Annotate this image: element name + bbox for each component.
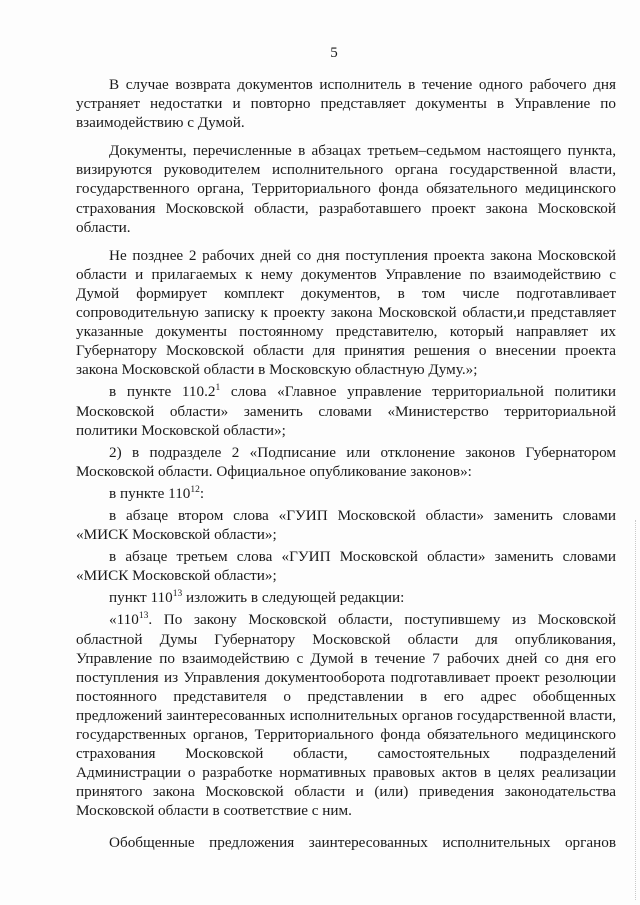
superscript: 13 [172,589,183,600]
paragraph-point-110-13 [76,588,616,607]
page-number: 5 [330,45,338,61]
paragraph-document-endorsement: Документы, перечисленные в абзацах третьем–седьмом настоящего пункта, визируются руководителем исполнительного органа государственной власти, государственного органа, Территориального фонда обязательного медицинского страхования Московской области, разработавшего проект закона Московской области. [76,142,616,236]
scan-edge-mark [634,520,636,900]
paragraph-new-110-13-text [76,610,616,820]
superscript: 12 [190,484,200,495]
text-segment: : [199,484,205,502]
document-body [76,75,616,856]
text-segment: в пункте 110 [109,484,191,502]
text-segment: изложить в следующей редакции: [182,589,405,607]
paragraph-return-documents: В случае возврата документов исполнитель в течение одного рабочего дня устраняет недостатки и повторно представляет документы в Управление по взаимодействию с Думой. [76,76,616,132]
paragraph-third-abzac: в абзаце третьем слова «ГУИП Московской области» заменить словами «МИСК Московской области»; [76,548,616,585]
paragraph-subsection-2: 2) в подразделе 2 «Подписание или отклонение законов Губернатором Московской области. Официальное опубликование законов»: [76,443,616,480]
paragraph-submission-deadline: Не позднее 2 рабочих дней со дня поступления проекта закона Московской области и прилагаемых к нему документов Управление по взаимодействию с Думой формирует комплект документов, в том числе подготавливает сопроводительную записку к проекту закона Московской области,и представляет указанные документы постоянному представителю, который направляет их Губернатору Московской области для принятия решения о внесении проекта закона Московской области в Московскую областную Думу.»; [76,246,616,379]
text-segment: «110 [109,611,139,629]
text-segment: в пункте 110.2 [109,383,216,401]
paragraph-generalized-proposals: Обобщенные предложения заинтересованных исполнительных органов [109,834,616,852]
superscript: 1 [215,383,221,394]
paragraph-second-abzac: в абзаце втором слова «ГУИП Московской области» заменить словами «МИСК Московской области»; [76,506,616,544]
text-segment: пункт 110 [109,589,173,607]
text-segment: . По закону Московской области, поступившему из Московской областной Думы Губернатору Московской области для опубликования, Управление по взаимодействию с Думой в течение 7 рабочих дней со дня его поступления из Управления документооборота подготавливает проект резолюции постоянного представителя о представлении в его адрес обобщенных предложений заинтересованных исполнительных органов государственной власти, государственных органов, Территориального фонда обязательного медицинского страхования Московской области, самостоятельных подразделений Администрации о разработке нормативных правовых актов в целях реализации принятого закона Московской области и (или) приведения законодательства Московской области в соответствие с ним. [76,611,616,820]
paragraph-point-110-12 [76,484,616,503]
text-segment: слова «Главное управление территориальной политики Московской области» заменить словами «Министерство территориальной политики Московской области»; [76,383,616,439]
superscript: 13 [138,611,149,622]
paragraph-point-110-2 [76,382,616,439]
